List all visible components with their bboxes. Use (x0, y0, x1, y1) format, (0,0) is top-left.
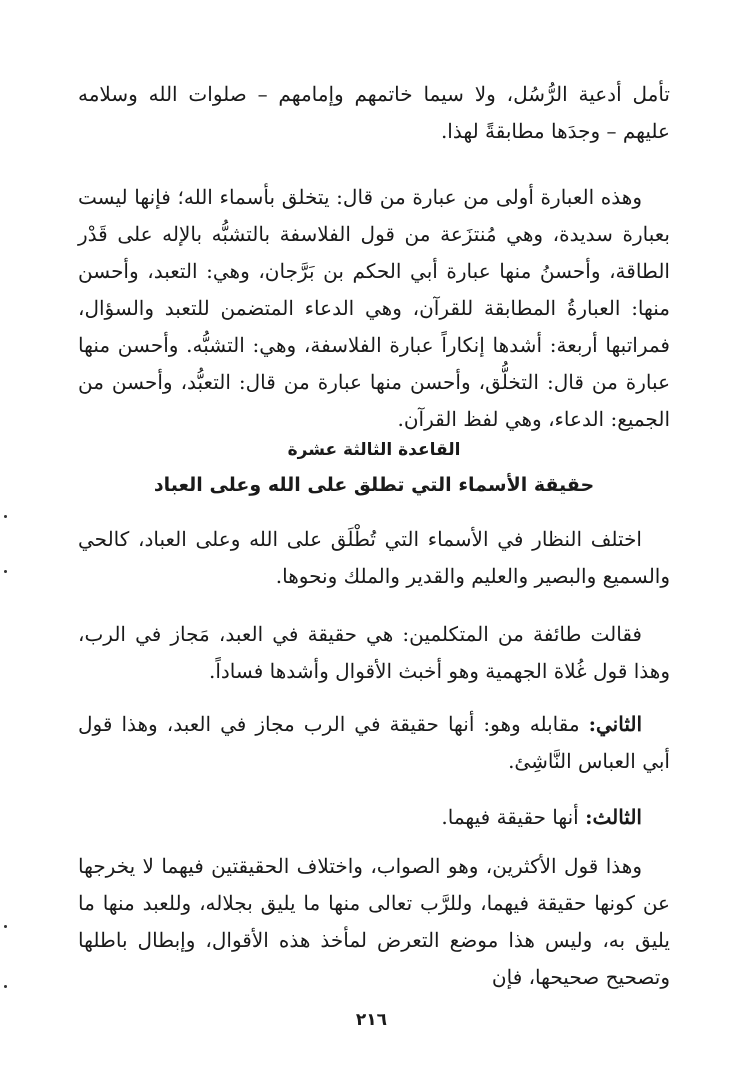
paragraph-expression-ranks: وهذه العبارة أولى من عبارة من قال: يتخلق بأسماء الله؛ فإنها ليست بعبارة سديدة، وهي مُنتزَعة من قول الفلاسفة بالتشبُّه بالإله على قَدْر الطاقة، وأحسنُ منها عبارة أبي الحكم بن بَرَّجان، وهي: التعبد، وأحسن منها: العبارةُ المطابقة للقرآن، وهي الدعاء المتضمن للتعبد والسؤال، فمراتبها أربعة: أشدها إنكاراً عبارة الفلاسفة، وهي: التشبُّه. وأحسن منها عبارة من قال: التخلُّق، وأحسن منها عبارة من قال: التعبُّد، وأحسن من الجميع: الدعاء، وهي لفظ القرآن. (78, 185, 671, 431)
paragraph-third-opinion (78, 799, 670, 836)
paragraph-correct-opinion: وهذا قول الأكثرين، وهو الصواب، واختلاف الحقيقتين فيهما لا يخرجها عن كونها حقيقة فيهما، وللرَّب تعالى منها ما يليق بجلاله، وللعبد منها ما يليق به، وليس هذا موضع التعرض لمأخذ هذه الأقوال، وإبطال باطلها وتصحيح صحيحها، فإن (78, 854, 670, 989)
third-opinion-text: أنها حقيقة فيهما. (441, 805, 579, 829)
third-opinion-label: الثالث: (585, 805, 642, 829)
scan-mark (4, 985, 7, 988)
page-number: ٢١٦ (355, 1010, 388, 1030)
paragraph-disagreement-of-scholars: اختلف النظار في الأسماء التي تُطْلَق على الله وعلى العباد، كالحي والسميع والبصير والعليم والقدير والملك ونحوها. (78, 527, 670, 588)
second-opinion-label: الثاني: (588, 712, 643, 736)
second-opinion-text: مقابله وهو: أنها حقيقة في الرب مجاز في العبد، وهذا قول أبي العباس النَّاشِئ. (78, 712, 670, 773)
rule-title-heading: حقيقة الأسماء التي تطلق على الله وعلى العباد (153, 474, 595, 496)
paragraph-prayers-of-messengers: تأمل أدعية الرُّسُل، ولا سيما خاتمهم وإمامهم – صلوات الله وسلامه عليهم – وجدَها مطابقةً لهذا. (78, 82, 670, 143)
paragraph-first-opinion: فقالت طائفة من المتكلمين: هي حقيقة في العبد، مَجاز في الرب، وهذا قول غُلاة الجهمية وهو أخبث الأقوال وأشدها فساداً. (78, 622, 670, 683)
scan-mark (4, 925, 7, 928)
rule-number-heading: القاعدة الثالثة عشرة (287, 440, 461, 460)
scan-mark (4, 570, 7, 573)
paragraph-second-opinion (78, 706, 670, 780)
scan-mark (4, 515, 7, 518)
